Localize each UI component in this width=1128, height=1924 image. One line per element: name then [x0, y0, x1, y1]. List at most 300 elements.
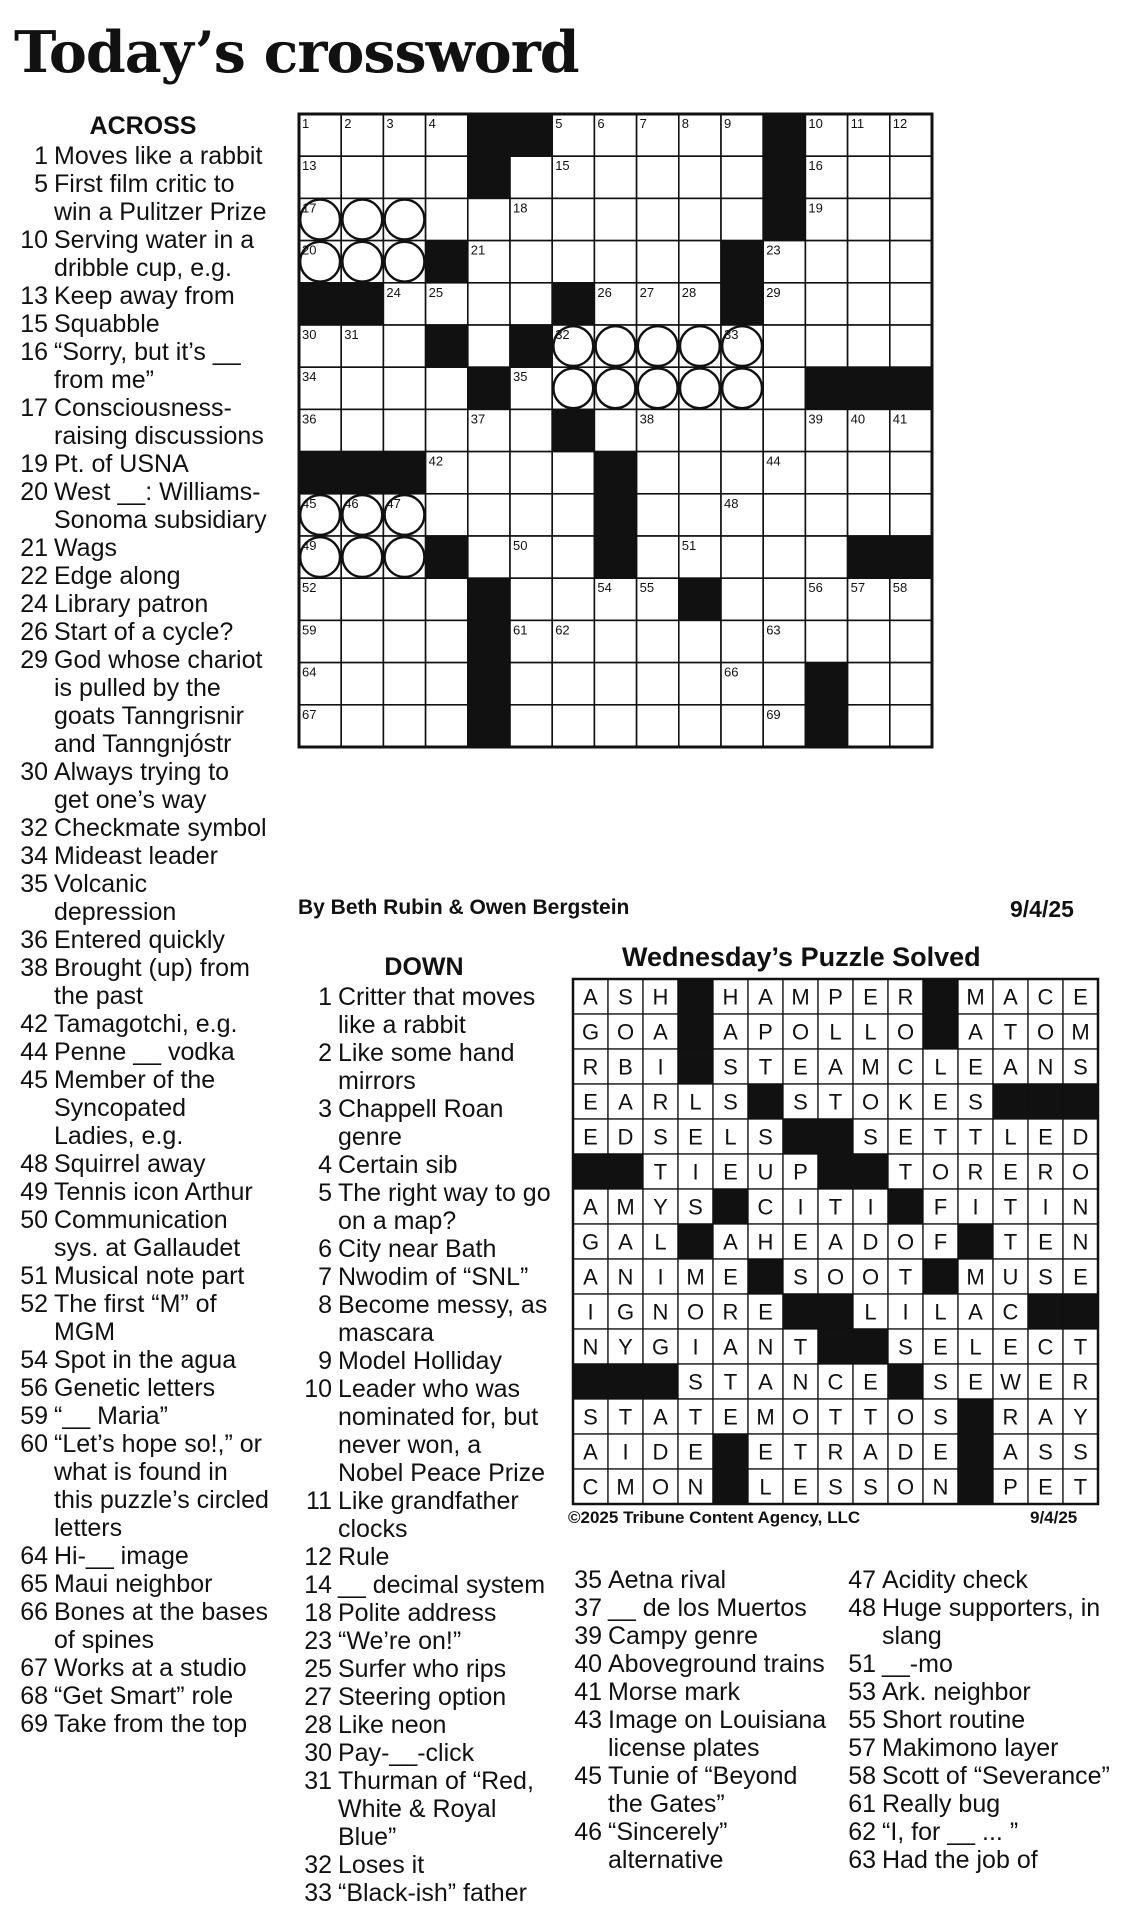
grid-cell[interactable] [763, 494, 805, 536]
cell-number: 64 [302, 664, 317, 680]
grid-cell[interactable] [552, 705, 594, 747]
grid-cell[interactable] [637, 536, 679, 578]
clue-text: “Sincerely” alternative [608, 1818, 728, 1874]
grid-cell[interactable] [383, 367, 425, 409]
clue-item [296, 1851, 552, 1879]
solution-letter: F [933, 1229, 948, 1255]
clue-text: “__ Maria” [54, 1402, 168, 1430]
clue-text: The first “M” of MGM [54, 1290, 217, 1346]
solution-letter: T [898, 1159, 913, 1185]
solution-letter: I [1042, 1194, 1049, 1220]
clue-text: Spot in the agua [54, 1346, 237, 1374]
grid-cell[interactable] [848, 325, 890, 367]
clue-item [16, 1066, 270, 1150]
grid-cell[interactable] [637, 705, 679, 747]
grid-cell[interactable] [637, 663, 679, 705]
clue-number: 17 [20, 394, 48, 422]
grid-cell[interactable] [552, 198, 594, 240]
grid-cell[interactable] [721, 578, 763, 620]
grid-cell[interactable] [805, 283, 847, 325]
clue-text: Thurman of “Red, White & Royal Blue” [338, 1767, 534, 1851]
solution-letter: T [968, 1124, 983, 1150]
grid-cell[interactable] [721, 156, 763, 198]
grid-cell[interactable] [341, 367, 383, 409]
clue-item [16, 618, 270, 646]
clue-item [16, 646, 270, 758]
grid-cell[interactable] [805, 620, 847, 662]
cell-number: 27 [639, 284, 655, 300]
grid-cell[interactable] [341, 620, 383, 662]
solution-letter: I [902, 1299, 909, 1325]
solution-letter: N [792, 1369, 809, 1395]
grid-cell[interactable] [679, 705, 721, 747]
clue-item [16, 1430, 270, 1542]
cell-number: 21 [470, 242, 486, 258]
solution-black-square [1063, 1084, 1098, 1119]
grid-cell[interactable] [721, 409, 763, 451]
clue-text: Tamagotchi, e.g. [54, 1010, 238, 1038]
cell-number: 40 [850, 411, 866, 427]
grid-cell[interactable] [510, 156, 552, 198]
grid-cell[interactable] [890, 283, 932, 325]
solution-black-square [958, 1399, 993, 1434]
grid-cell[interactable] [383, 578, 425, 620]
grid-cell[interactable] [805, 452, 847, 494]
grid-cell[interactable] [721, 536, 763, 578]
clue-item [296, 1095, 552, 1151]
clue-item [16, 590, 270, 618]
clue-item [16, 310, 270, 338]
grid-cell[interactable] [848, 198, 890, 240]
solution-letter: A [1038, 1404, 1053, 1430]
down-clues [296, 953, 552, 1907]
clue-number: 26 [20, 618, 48, 646]
clue-text: Critter that moves like a rabbit [338, 983, 536, 1039]
grid-cell[interactable] [468, 283, 510, 325]
clue-number: 10 [20, 226, 48, 254]
grid-cell[interactable] [594, 156, 636, 198]
grid-cell[interactable] [383, 620, 425, 662]
solution-letter: A [1003, 984, 1018, 1010]
grid-cell[interactable] [552, 536, 594, 578]
clue-item [296, 1487, 552, 1543]
clue-number: 47 [848, 1566, 876, 1594]
clue-number: 69 [20, 1710, 48, 1738]
solution-letter: I [972, 1194, 979, 1220]
page-title: Today’s crossword [14, 19, 579, 86]
clue-item [16, 450, 270, 478]
grid-cell[interactable] [341, 705, 383, 747]
solution-letter: R [1002, 1404, 1019, 1430]
grid-cell[interactable] [383, 325, 425, 367]
grid-cell[interactable] [552, 452, 594, 494]
cell-number: 31 [344, 327, 359, 342]
grid-cell[interactable] [890, 325, 932, 367]
clue-item [16, 1010, 270, 1038]
clue-text: Certain sib [338, 1151, 458, 1179]
grid-cell[interactable] [679, 663, 721, 705]
grid-cell[interactable] [510, 241, 552, 283]
grid-cell[interactable] [468, 494, 510, 536]
solution-letter: E [933, 1334, 948, 1360]
grid-cell[interactable] [679, 620, 721, 662]
clue-number: 30 [20, 758, 48, 786]
solution-letter: R [1072, 1369, 1089, 1395]
solution-letter: S [1038, 1264, 1053, 1290]
black-square [426, 325, 468, 367]
clue-item [16, 338, 270, 394]
solution-letter: E [1038, 1369, 1053, 1395]
solution-letter: I [692, 1159, 699, 1185]
grid-cell[interactable] [468, 536, 510, 578]
grid-cell[interactable] [594, 409, 636, 451]
clue-number: 39 [574, 1622, 602, 1650]
grid-cell[interactable] [679, 198, 721, 240]
grid-cell[interactable] [383, 409, 425, 451]
cell-number: 47 [386, 495, 401, 511]
clue-text: Like grandfather clocks [338, 1487, 519, 1543]
grid-cell[interactable] [426, 578, 468, 620]
clue-text: Campy genre [608, 1622, 759, 1650]
grid-cell[interactable] [679, 241, 721, 283]
solution-letter: T [793, 1334, 808, 1360]
clue-item [16, 1178, 270, 1206]
grid-cell[interactable] [848, 494, 890, 536]
grid-cell[interactable] [468, 325, 510, 367]
grid-cell[interactable] [426, 705, 468, 747]
grid-cell[interactable] [510, 705, 552, 747]
solution-letter: G [581, 1229, 600, 1255]
clue-number: 63 [848, 1846, 876, 1874]
solution-letter: R [652, 1089, 669, 1115]
solution-black-square [958, 1469, 993, 1504]
solution-letter: E [933, 1439, 948, 1465]
clue-item [16, 842, 270, 870]
solution-letter: B [618, 1054, 633, 1080]
clue-text: Start of a cycle? [54, 618, 234, 646]
solution-letter: T [933, 1124, 948, 1150]
grid-cell[interactable] [890, 494, 932, 536]
grid-cell[interactable] [679, 409, 721, 451]
clue-number: 36 [20, 926, 48, 954]
grid-cell[interactable] [848, 452, 890, 494]
solution-letter: N [652, 1299, 669, 1325]
grid-cell[interactable] [679, 452, 721, 494]
clue-text: Tunie of “Beyond the Gates” [608, 1762, 798, 1818]
clue-item [16, 1038, 270, 1066]
grid-cell[interactable] [426, 663, 468, 705]
solution-black-square [713, 1189, 748, 1224]
clue-number: 1 [34, 142, 48, 170]
solution-letter: E [793, 1229, 808, 1255]
clue-number: 33 [304, 1879, 332, 1907]
solution-letter: R [827, 1439, 844, 1465]
cell-number: 39 [808, 411, 823, 427]
grid-cell[interactable] [805, 325, 847, 367]
black-square [848, 536, 890, 578]
clue-text: Tennis icon Arthur [54, 1178, 253, 1206]
grid-cell[interactable] [805, 241, 847, 283]
solution-letter: I [657, 1264, 664, 1290]
grid-cell[interactable] [721, 198, 763, 240]
cell-number: 62 [555, 622, 570, 638]
solution-letter: A [723, 1229, 738, 1255]
solution-letter: T [898, 1264, 913, 1290]
solution-letter: N [582, 1334, 599, 1360]
grid-cell[interactable] [426, 409, 468, 451]
solution-letter: S [618, 984, 633, 1010]
grid-cell[interactable] [383, 705, 425, 747]
clue-item [16, 1290, 270, 1346]
clue-item [566, 1818, 836, 1874]
grid-cell[interactable] [468, 452, 510, 494]
solution-letter: D [862, 1229, 879, 1255]
black-square [299, 452, 341, 494]
clue-text: Checkmate symbol [54, 814, 267, 842]
solution-letter: S [1073, 1054, 1088, 1080]
grid-cell[interactable] [426, 198, 468, 240]
clue-item [296, 1235, 552, 1263]
solution-letter: T [863, 1404, 878, 1430]
solution-black-square [748, 1259, 783, 1294]
cell-number: 57 [850, 580, 866, 596]
solution-black-square [678, 1014, 713, 1049]
grid-cell[interactable] [848, 705, 890, 747]
solution-letter: S [653, 1124, 668, 1150]
grid-cell[interactable] [426, 494, 468, 536]
solution-black-square [853, 1154, 888, 1189]
grid-cell[interactable] [848, 156, 890, 198]
grid-cell[interactable] [594, 241, 636, 283]
grid-cell[interactable] [848, 620, 890, 662]
solution-letter: T [758, 1054, 773, 1080]
solution-letter: A [828, 1229, 843, 1255]
grid-cell[interactable] [552, 494, 594, 536]
solved-puzzle-title: Wednesday’s Puzzle Solved [622, 942, 981, 972]
grid-cell[interactable] [552, 663, 594, 705]
solution-letter: S [793, 1264, 808, 1290]
grid-cell[interactable] [552, 578, 594, 620]
grid-cell[interactable] [763, 367, 805, 409]
grid-cell[interactable] [341, 156, 383, 198]
solution-letter: L [829, 1019, 842, 1045]
grid-cell[interactable] [637, 241, 679, 283]
grid-cell[interactable] [383, 663, 425, 705]
solution-black-square [853, 1329, 888, 1364]
solution-letter: O [791, 1019, 810, 1045]
grid-cell[interactable] [890, 156, 932, 198]
grid-cell[interactable] [679, 494, 721, 536]
solution-letter: G [651, 1334, 670, 1360]
clue-number: 29 [20, 646, 48, 674]
grid-cell[interactable] [890, 663, 932, 705]
cell-number: 59 [302, 622, 317, 638]
solution-letter: H [652, 984, 669, 1010]
grid-cell[interactable] [426, 156, 468, 198]
across-clues [16, 112, 270, 1738]
clue-item [840, 1846, 1110, 1874]
clue-text: Chappell Roan genre [338, 1095, 504, 1151]
cell-number: 44 [766, 453, 781, 469]
solution-grid [572, 978, 1104, 1504]
grid-cell[interactable] [763, 663, 805, 705]
cell-number: 45 [302, 495, 317, 511]
solution-letter: E [1073, 984, 1088, 1010]
clue-number: 8 [318, 1291, 332, 1319]
grid-cell[interactable] [426, 620, 468, 662]
grid-cell[interactable] [890, 620, 932, 662]
clue-item [840, 1650, 1110, 1678]
solution-black-square [888, 1364, 923, 1399]
clue-text: Mideast leader [54, 842, 218, 870]
grid-cell[interactable] [890, 198, 932, 240]
cell-number: 26 [597, 284, 612, 300]
grid-cell[interactable] [637, 452, 679, 494]
clue-number: 66 [20, 1598, 48, 1626]
solution-letter: M [686, 1264, 705, 1290]
clue-text: Huge supporters, in slang [882, 1594, 1101, 1650]
clue-text: Rule [338, 1543, 390, 1571]
clue-item [296, 1655, 552, 1683]
grid-cell[interactable] [637, 620, 679, 662]
grid-cell[interactable] [848, 283, 890, 325]
solution-letter: L [934, 1054, 947, 1080]
grid-cell[interactable] [721, 452, 763, 494]
solution-letter: R [722, 1299, 739, 1325]
solution-letter: A [618, 1229, 633, 1255]
grid-cell[interactable] [383, 156, 425, 198]
solution-letter: L [864, 1299, 877, 1325]
clue-number: 25 [304, 1655, 332, 1683]
solution-black-square [678, 1224, 713, 1259]
grid-cell[interactable] [679, 156, 721, 198]
clue-number: 20 [20, 478, 48, 506]
solution-letter: T [828, 1194, 843, 1220]
grid-cell[interactable] [848, 241, 890, 283]
grid-cell[interactable] [510, 494, 552, 536]
grid-cell[interactable] [721, 620, 763, 662]
grid-cell[interactable] [510, 663, 552, 705]
grid-cell[interactable] [890, 241, 932, 283]
solution-letter: T [1003, 1229, 1018, 1255]
clue-item [16, 1682, 270, 1710]
cell-number: 30 [302, 327, 317, 342]
grid-cell[interactable] [637, 494, 679, 536]
clue-number: 65 [20, 1570, 48, 1598]
grid-cell[interactable] [426, 367, 468, 409]
grid-cell[interactable] [552, 241, 594, 283]
clue-text: Squirrel away [54, 1150, 206, 1178]
solution-letter: D [1072, 1124, 1089, 1150]
grid-cell[interactable] [594, 620, 636, 662]
clue-text: Surfer who rips [338, 1655, 507, 1683]
solution-letter: E [863, 1369, 878, 1395]
grid-cell[interactable] [637, 198, 679, 240]
clue-item [16, 1654, 270, 1682]
grid-cell[interactable] [510, 409, 552, 451]
grid-cell[interactable] [763, 578, 805, 620]
solution-letter: E [688, 1439, 703, 1465]
grid-cell[interactable] [721, 705, 763, 747]
clue-number: 12 [304, 1543, 332, 1571]
puzzle-date: 9/4/25 [1010, 896, 1074, 922]
clue-number: 67 [20, 1654, 48, 1682]
grid-cell[interactable] [637, 156, 679, 198]
grid-cell[interactable] [890, 452, 932, 494]
grid-cell[interactable] [805, 536, 847, 578]
clue-item [16, 1206, 270, 1262]
clue-number: 19 [20, 450, 48, 478]
solution-black-square [923, 1259, 958, 1294]
clue-item [566, 1678, 836, 1706]
grid-cell[interactable] [848, 663, 890, 705]
grid-cell[interactable] [341, 578, 383, 620]
clue-item [16, 562, 270, 590]
byline: By Beth Rubin & Owen Bergstein [298, 896, 630, 919]
clue-item [296, 983, 552, 1039]
solution-letter: Y [653, 1194, 668, 1220]
grid-cell[interactable] [763, 325, 805, 367]
clue-number: 30 [304, 1739, 332, 1767]
grid-cell[interactable] [594, 663, 636, 705]
solution-letter: A [723, 1334, 738, 1360]
clue-text: __-mo [882, 1650, 953, 1678]
cell-number: 1 [302, 116, 310, 131]
clue-text: Ark. neighbor [882, 1678, 1031, 1706]
solution-letter: S [863, 1124, 878, 1150]
clue-text: Makimono layer [882, 1734, 1059, 1762]
solution-black-square [678, 979, 713, 1014]
solution-letter: S [793, 1089, 808, 1115]
cell-number: 5 [555, 116, 563, 131]
solution-letter: D [652, 1439, 669, 1465]
clue-item [840, 1762, 1110, 1790]
solution-black-square [608, 1364, 643, 1399]
black-square [805, 367, 847, 409]
clue-text: First film critic to win a Pulitzer Prize [54, 170, 267, 226]
clue-item [16, 394, 270, 450]
black-square [510, 114, 552, 156]
clue-number: 61 [848, 1790, 876, 1818]
grid-cell[interactable] [510, 452, 552, 494]
grid-cell[interactable] [594, 705, 636, 747]
grid-cell[interactable] [468, 198, 510, 240]
solution-letter: E [583, 1089, 598, 1115]
solution-letter: S [933, 1404, 948, 1430]
solution-letter: N [617, 1264, 634, 1290]
solution-letter: A [583, 1264, 598, 1290]
grid-cell[interactable] [805, 494, 847, 536]
grid-cell[interactable] [594, 198, 636, 240]
grid-cell[interactable] [510, 578, 552, 620]
solution-letter: A [723, 1019, 738, 1045]
grid-cell[interactable] [341, 409, 383, 451]
solution-letter: A [1003, 1439, 1018, 1465]
grid-cell[interactable] [763, 536, 805, 578]
solution-letter: E [1073, 1264, 1088, 1290]
solution-letter: M [966, 1264, 985, 1290]
grid-cell[interactable] [341, 663, 383, 705]
clue-text: Entered quickly [54, 926, 225, 954]
black-square [383, 452, 425, 494]
grid-cell[interactable] [763, 409, 805, 451]
grid-cell[interactable] [890, 705, 932, 747]
solution-letter: O [896, 1229, 915, 1255]
grid-cell[interactable] [510, 283, 552, 325]
clue-text: Works at a studio [54, 1654, 247, 1682]
solution-letter: O [1036, 1019, 1055, 1045]
black-square [805, 663, 847, 705]
